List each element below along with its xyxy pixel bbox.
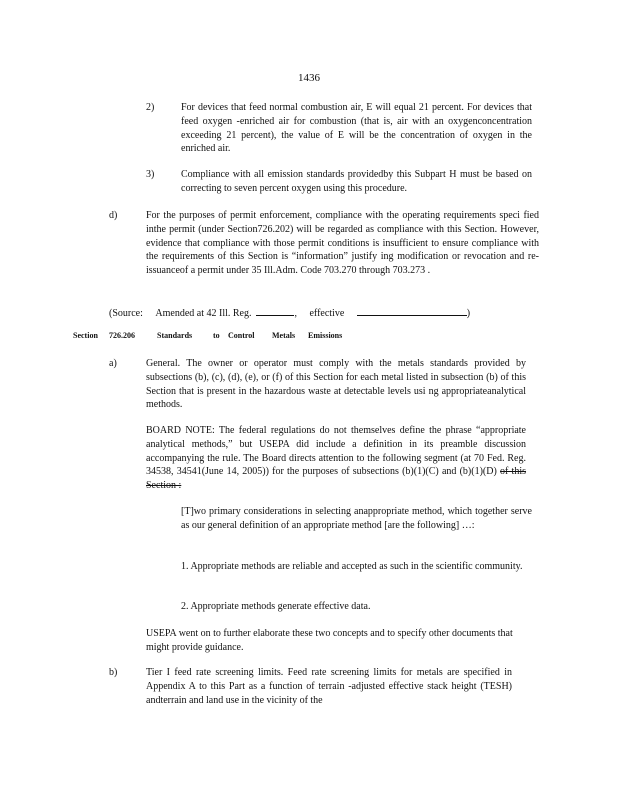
item-d-text: For the purposes of permit enforcement, compliance with the operating requirements speci fied inthe permit (under Section726.202) will be regarded as compliance with this Section. However, evidence that compliance with those permit conditions is insufficient to ensure compliance with the requirements of this Section is “information” justify ing modification or revocation and re-issuanceof a permit under 35 Ill.Adm. Code 703.270 through 703.273 . — [146, 210, 539, 277]
source-open: (Source: — [109, 308, 143, 319]
board-note-text: BOARD NOTE: The federal regulations do not themselves define the phrase “appropriate analytical methods,” but USEPA did include a definition in its preamble discussion accompanying the rule. The Board directs attention to the following segment (at 70 Fed. Reg. 34538, 34541(June 14, 2005)) for the purposes of subsections (b)(1)(C) and (b)(1)(D) — [146, 425, 526, 478]
item-3-label: 3) — [146, 169, 155, 180]
usepa-paragraph: USEPA went on to further elaborate these two concepts and to specify other documents that might provide guidance. — [146, 628, 513, 653]
item-d-label: d) — [109, 210, 118, 221]
board-note-struck: of this Section : — [146, 466, 527, 492]
section-title-word: Control — [228, 331, 255, 340]
section-number: 726.206 — [109, 331, 135, 340]
item-b-text: Tier I feed rate screening limits. Feed rate screening limits for metals are specified in Appendix A to this Part as a function of terrain -adjusted effective stack height (TESH) andterrain and land use in the vicinity of the — [146, 667, 512, 706]
quote-intro: [T]wo primary considerations in selecting anappropriate method, which together serve as our general definition of an appropriate method [are the following] …: — [181, 506, 532, 531]
source-comma: , — [294, 308, 297, 319]
source-register-blank — [256, 305, 294, 316]
item-2-text: For devices that feed normal combustion air, E will equal 21 percent. For devices that feed oxygen -enriched air for combustion (that is, air with an oxygenconcentration exceeding 21 percent), the value of E will be the concentration of oxygen in the enriched air. — [181, 102, 532, 155]
section-title-word: Metals — [272, 331, 296, 340]
section-title-word: Standards — [157, 331, 193, 340]
section-title-word: Emissions — [308, 331, 343, 340]
source-effective: effective — [309, 308, 345, 319]
source-close: ) — [466, 308, 471, 319]
source-note — [109, 305, 539, 321]
page-number: 1436 — [298, 72, 320, 84]
item-b-label: b) — [109, 667, 118, 678]
board-note — [146, 424, 526, 493]
quote-point-1: 1. Appropriate methods are reliable and accepted as such in the scientific community. — [181, 561, 523, 572]
item-2-label: 2) — [146, 102, 155, 113]
item-3-text: Compliance with all emission standards providedby this Subpart H must be based on correcting to seven percent oxygen using this procedure. — [181, 169, 532, 194]
item-a-label: a) — [109, 358, 117, 369]
quote-point-2: 2. Appropriate methods generate effective data. — [181, 601, 371, 612]
section-title-word: to — [213, 331, 220, 340]
section-word: Section — [73, 331, 98, 340]
source-amended: Amended at 42 Ill. Reg. — [155, 308, 252, 319]
item-a-text: General. The owner or operator must comply with the metals standards provided by subsections (b), (c), (d), (e), or (f) of this Section for each metal listed in subsection (b) of this Section that is present in the hazardous waste at detectable levels usi ng appropriateanalytical methods. — [146, 358, 526, 411]
source-effective-blank — [357, 305, 467, 316]
